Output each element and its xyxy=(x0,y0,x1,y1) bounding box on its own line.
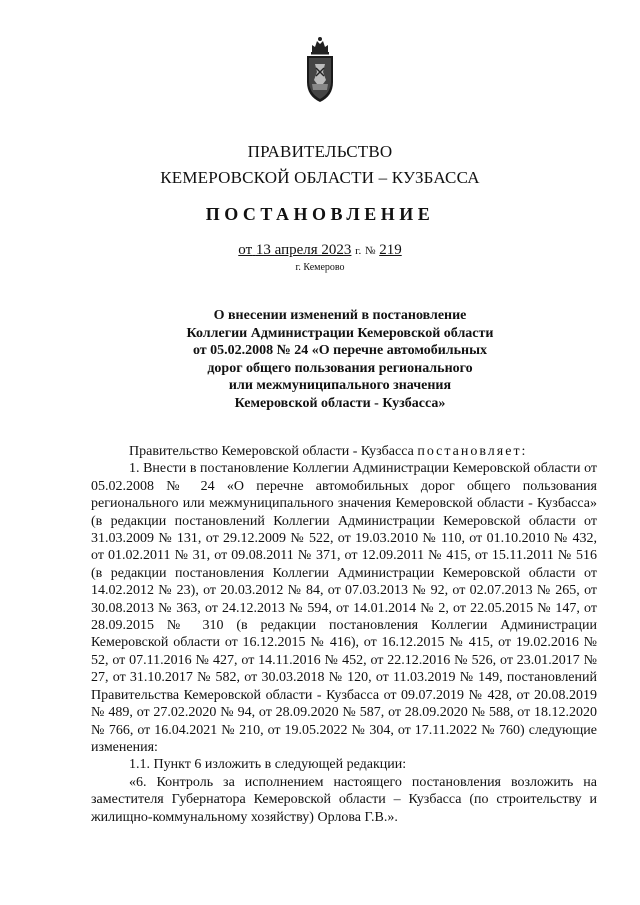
date-prefix: от xyxy=(238,242,253,258)
title-line: или межмуниципального значения xyxy=(228,378,452,394)
title-line: от 05.02.2008 № 24 «О перечне автомобильных xyxy=(192,343,488,359)
document-number: 219 xyxy=(379,242,402,258)
title-line: О внесении изменений в постановление xyxy=(213,308,467,323)
document-type: ПОСТАНОВЛЕНИЕ xyxy=(205,204,435,224)
paragraph-quote: «6. Контроль за исполнением настоящего постановления возложить на заместителя Губернатора Кемеровской области – Кузбасса (по строительству и жилищно-коммунальному хозяйству) Орлова Г.В.». xyxy=(91,774,597,825)
date-line xyxy=(0,242,640,259)
government-title-line-1: ПРАВИТЕЛЬСТВО xyxy=(247,142,393,161)
document-date: 13 апреля 2023 xyxy=(255,242,352,258)
coat-of-arms-icon xyxy=(303,36,337,106)
city-name: г. Кемерово xyxy=(295,262,345,273)
government-title-line-2: КЕМЕРОВСКОЙ ОБЛАСТИ – КУЗБАССА xyxy=(160,168,480,187)
title-line: Коллегии Администрации Кемеровской области xyxy=(186,325,494,341)
paragraph-1: 1. Внести в постановление Коллегии Администрации Кемеровской области от 05.02.2008 № 24 «О перечне автомобильных дорог общего пользования регионального или межмуниципального значения Кемеровской области - Кузбасса» (в редакции постановлений Коллегии Администрации Кемеровской области от 31.03.2009 № 131, от 29.12.2009 № 522, от 19.03.2010 № 110, от 01.10.2010 № 432, от 01.02.2011 № 31, от 09.08.2011 № 371, от 12.09.2011 № 415, от 15.11.2011 № 516 (в редакции постановления Коллегии Администрации Кемеровской области от 14.02.2012 № 23), от 20.03.2012 № 84, от 07.03.2013 № 92, от 02.07.2013 № 265, от 30.08.2013 № 363, от 24.12.2013 № 594, от 14.01.2014 № 2, от 22.05.2015 № 147, от 28.09.2015 № 310 (в редакции постановления Коллегии Администрации Кемеровской области от 16.12.2015 № 416), от 16.12.2015 № 415, от 19.02.2016 № 52, от 07.11.2016 № 427, от 14.11.2016 № 452, от 22.12.2016 № 526, от 23.01.2017 № 27, от 31.10.2017 № 582, от 30.03.2018 № 120, от 11.03.2019 № 149, постановлений Правительства Кемеровской области - Кузбасса от 09.07.2019 № 428, от 20.08.2019 № 489, от 27.02.2020 № 94, от 28.09.2020 № 587, от 28.09.2020 № 588, от 18.12.2020 № 766, от 16.04.2021 № 210, от 19.05.2022 № 304, от 17.11.2022 № 760) следующие изменения: xyxy=(91,461,597,755)
year-suffix: г. xyxy=(355,245,362,257)
document-title xyxy=(160,307,520,413)
intro-paragraph xyxy=(91,443,597,460)
title-line: дорог общего пользования регионального xyxy=(207,360,473,376)
number-sign: № xyxy=(364,245,376,257)
intro-text: Правительство Кемеровской области - Кузбасса xyxy=(129,444,414,459)
paragraph-1-1: 1.1. Пункт 6 изложить в следующей редакции: xyxy=(129,757,407,773)
title-line: Кемеровской области - Кузбасса» xyxy=(234,395,446,411)
intro-keyword: постановляет: xyxy=(417,444,528,459)
document-body xyxy=(91,443,597,826)
